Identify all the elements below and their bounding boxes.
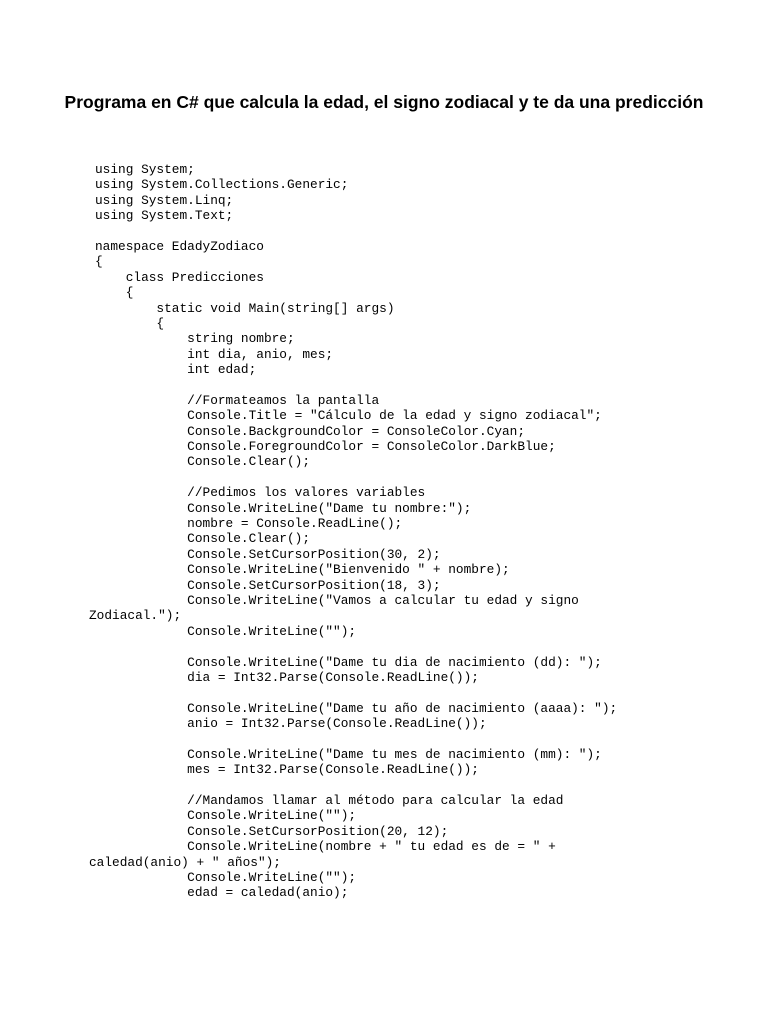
code-line: Console.WriteLine("Bienvenido " + nombre); bbox=[95, 562, 510, 578]
code-line: int edad; bbox=[95, 362, 257, 378]
code-line: //Pedimos los valores variables bbox=[95, 485, 426, 501]
document-title: Programa en C# que calcula la edad, el signo zodiacal y te da una predicción bbox=[64, 92, 704, 112]
code-line: nombre = Console.ReadLine(); bbox=[95, 515, 403, 531]
code-line: Console.WriteLine("Dame tu mes de nacimiento (mm): "); bbox=[95, 746, 602, 762]
code-line: Console.ForegroundColor = ConsoleColor.DarkBlue; bbox=[95, 439, 556, 455]
code-line: Console.Clear(); bbox=[95, 531, 311, 547]
code-line: Console.WriteLine(nombre + " tu edad es de = " + bbox=[95, 839, 556, 855]
code-line: edad = caledad(anio); bbox=[95, 885, 349, 901]
code-line: using System.Collections.Generic; bbox=[95, 177, 349, 193]
code-line: { bbox=[95, 254, 103, 270]
code-line: Console.WriteLine("Vamos a calcular tu edad y signo bbox=[95, 592, 579, 608]
code-line: class Predicciones bbox=[95, 269, 264, 285]
code-block bbox=[89, 162, 695, 901]
code-line bbox=[95, 470, 695, 485]
code-line: Console.SetCursorPosition(20, 12); bbox=[95, 823, 449, 839]
code-line bbox=[95, 377, 695, 392]
code-line bbox=[95, 731, 695, 746]
code-line bbox=[95, 778, 695, 793]
code-line: static void Main(string[] args) bbox=[95, 300, 395, 316]
code-line: Console.WriteLine(""); bbox=[95, 808, 357, 824]
code-line: { bbox=[95, 315, 165, 331]
code-line: anio = Int32.Parse(Console.ReadLine()); bbox=[95, 716, 487, 732]
code-line: //Formateamos la pantalla bbox=[95, 392, 380, 408]
code-line: using System.Linq; bbox=[95, 192, 234, 208]
code-line: Console.SetCursorPosition(30, 2); bbox=[95, 546, 441, 562]
code-line: using System.Text; bbox=[95, 208, 234, 224]
code-line: Zodiacal."); bbox=[89, 608, 182, 624]
code-line: Console.BackgroundColor = ConsoleColor.Cyan; bbox=[95, 423, 526, 439]
code-line: Console.WriteLine("Dame tu dia de nacimiento (dd): "); bbox=[95, 654, 602, 670]
code-line: //Mandamos llamar al método para calcular la edad bbox=[95, 793, 564, 809]
code-line: Console.WriteLine("Dame tu año de nacimiento (aaaa): "); bbox=[95, 700, 618, 716]
code-line bbox=[95, 685, 695, 700]
code-line bbox=[95, 639, 695, 654]
code-line: Console.WriteLine("Dame tu nombre:"); bbox=[95, 500, 472, 516]
code-line: namespace EdadyZodiaco bbox=[95, 238, 264, 254]
code-line bbox=[95, 224, 695, 239]
code-line: mes = Int32.Parse(Console.ReadLine()); bbox=[95, 762, 479, 778]
code-line: string nombre; bbox=[95, 331, 295, 347]
code-line: int dia, anio, mes; bbox=[95, 346, 334, 362]
code-line: Console.WriteLine(""); bbox=[95, 623, 357, 639]
code-line: using System; bbox=[95, 162, 195, 177]
code-line: Console.WriteLine(""); bbox=[95, 869, 357, 885]
code-line: Console.Clear(); bbox=[95, 454, 311, 470]
code-line: dia = Int32.Parse(Console.ReadLine()); bbox=[95, 669, 479, 685]
code-line: Console.Title = "Cálculo de la edad y signo zodiacal"; bbox=[95, 408, 602, 424]
code-line: { bbox=[95, 285, 134, 301]
code-line: caledad(anio) + " años"); bbox=[89, 854, 281, 870]
code-line: Console.SetCursorPosition(18, 3); bbox=[95, 577, 441, 593]
